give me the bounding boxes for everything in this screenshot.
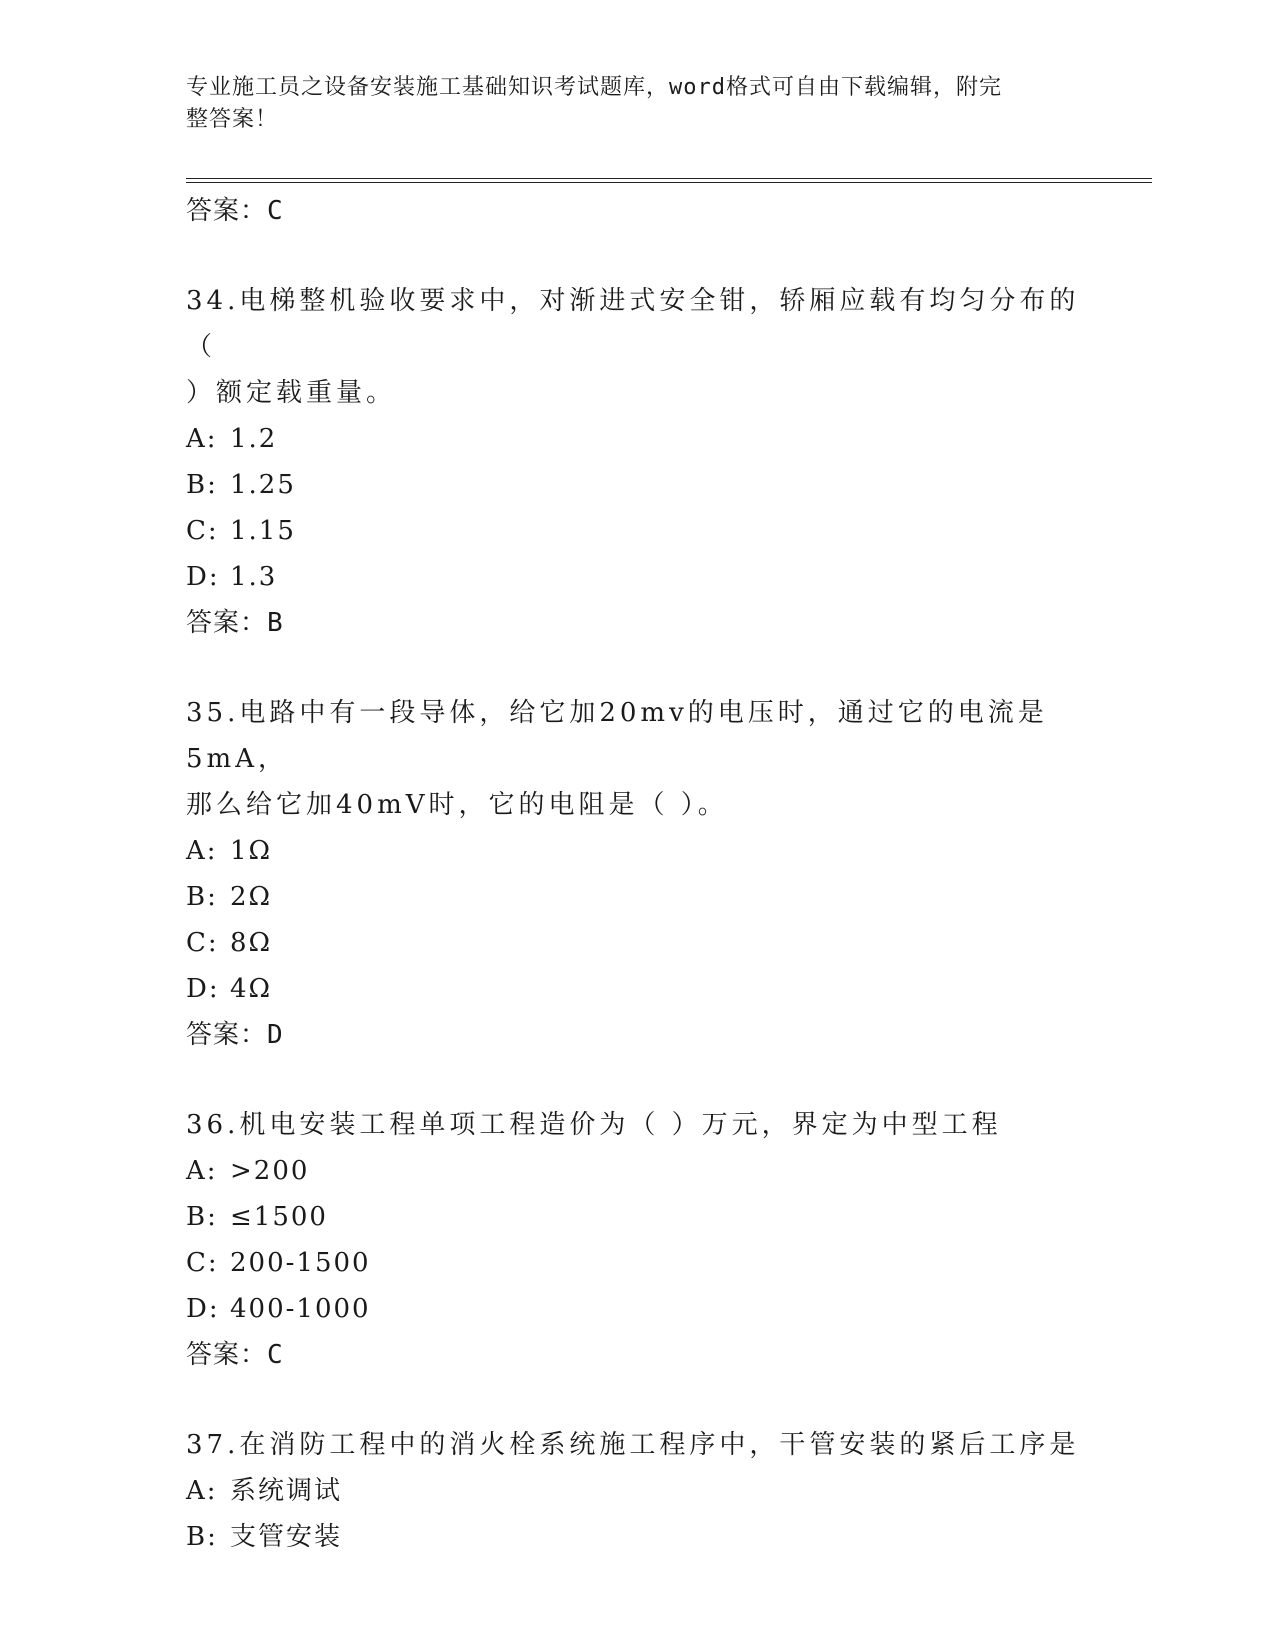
option-a: A: 1.2 bbox=[186, 424, 278, 454]
option-b: B: 1.25 bbox=[186, 470, 296, 500]
option-b: B: 支管安装 bbox=[186, 1522, 343, 1552]
question-block bbox=[186, 1422, 1086, 1560]
option-c: C: 1.15 bbox=[186, 516, 296, 546]
question-text: 36.机电安装工程单项工程造价为（ ）万元，界定为中型工程 bbox=[186, 1110, 1002, 1140]
document-header bbox=[186, 72, 1066, 136]
option-d: D: 4Ω bbox=[186, 974, 273, 1004]
option-c: C: 200-1500 bbox=[186, 1248, 371, 1278]
question-block bbox=[186, 690, 1086, 1058]
question-text: 34.电梯整机验收要求中，对渐进式安全钳，轿厢应载有均匀分布的（ ）额定载重量。 bbox=[186, 286, 1080, 408]
option-d: D: 400-1000 bbox=[186, 1294, 371, 1324]
question-block bbox=[186, 1102, 1086, 1378]
option-b: B: 2Ω bbox=[186, 882, 273, 912]
question-text: 37.在消防工程中的消火栓系统施工程序中，干管安装的紧后工序是 bbox=[186, 1430, 1080, 1460]
option-b: B: ≤1500 bbox=[186, 1202, 328, 1232]
option-a: A: 系统调试 bbox=[186, 1476, 343, 1506]
header-rule-bottom bbox=[186, 182, 1152, 183]
answer-line: 答案：C bbox=[186, 196, 284, 226]
answer-line: 答案：D bbox=[186, 1020, 284, 1050]
question-block bbox=[186, 278, 1086, 646]
header-rule-top bbox=[186, 178, 1152, 179]
option-c: C: 8Ω bbox=[186, 928, 273, 958]
answer-line: 答案：B bbox=[186, 608, 284, 638]
answer-line: 答案：C bbox=[186, 1340, 284, 1370]
option-d: D: 1.3 bbox=[186, 562, 278, 592]
header-line-1: 专业施工员之设备安装施工基础知识考试题库，word格式可自由下载编辑，附完 bbox=[186, 75, 1002, 100]
header-line-2: 整答案！ bbox=[186, 107, 279, 132]
question-text: 35.电路中有一段导体，给它加20mv的电压时，通过它的电流是5mA， 那么给它加40mV时，它的电阻是（ ）。 bbox=[186, 698, 1048, 820]
question-content bbox=[186, 188, 1086, 1560]
option-a: A: >200 bbox=[186, 1156, 310, 1186]
option-a: A: 1Ω bbox=[186, 836, 273, 866]
